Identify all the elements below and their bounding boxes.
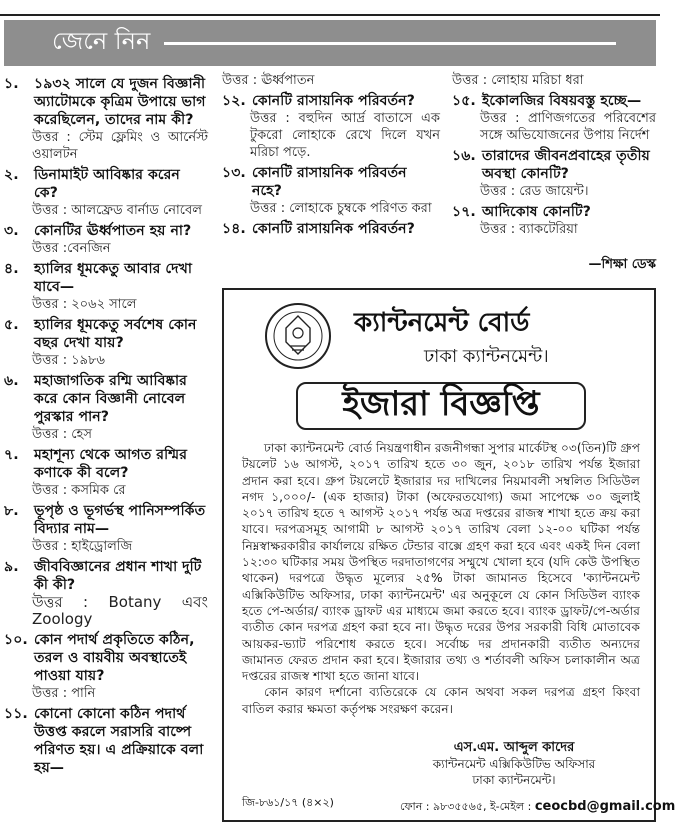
quiz-question: কোনটির ঊর্ধ্বপাতন হয় না?: [34, 223, 192, 239]
quiz-answer: উত্তর : প্রাণিজগতের পরিবেশের সঙ্গে অভিযোজনের উপায় নির্দেশ: [480, 111, 656, 143]
notice-body: [242, 440, 640, 717]
quiz-answer: উত্তর :বেনজিন: [32, 241, 111, 256]
quiz-number: ১১.: [4, 706, 28, 722]
quiz-question: কোনটি রাসায়নিক পরিবর্তন নহে?: [252, 165, 407, 199]
quiz-answer: উত্তর : রেড জায়েন্ট।: [480, 184, 589, 199]
quiz-answer: উত্তর : Botany এবং Zoology: [32, 593, 208, 628]
signer-name: এস.এম. আব্দুল কাদের: [453, 740, 575, 755]
section-title: জেনে নিন: [52, 27, 151, 55]
quiz-number: ১৫.: [452, 93, 476, 109]
quiz-number: ৯.: [4, 559, 19, 575]
quiz-answer: উত্তর : হেস: [32, 427, 92, 442]
quiz-answer: উত্তর : লোহাকে চুম্বকে পরিণত করা: [250, 201, 432, 216]
quiz-question: ভূপৃষ্ঠ ও ভূগর্ভস্থ পানিসম্পর্কিত বিদ্যার নাম—: [34, 503, 206, 537]
quiz-item: [4, 260, 208, 296]
signature-block: [384, 740, 644, 788]
quiz-question: কোনটি রাসায়নিক পরিবর্তন?: [252, 93, 415, 109]
quiz-answer: উত্তর : ১৯৮৬: [32, 353, 105, 368]
quiz-number: ৫.: [4, 317, 19, 333]
quiz-question: জীববিজ্ঞানের প্রধান শাখা দুটি কী কী?: [34, 559, 202, 593]
quiz-column-1: [4, 72, 208, 777]
quiz-answer: উত্তর : কসমিক রে: [32, 483, 126, 498]
quiz-question: তারাদের জীবনপ্রবাহের তৃতীয় অবস্থা কোনটি?: [482, 148, 650, 182]
quiz-number: ১২.: [222, 93, 246, 109]
signer-designation: ক্যান্টনমেন্ট এক্সিকিউটিভ অফিসার: [432, 757, 596, 771]
quiz-answer: উত্তর : আলফ্রেড বার্নাড নোবেল: [32, 203, 202, 218]
section-banner: [4, 20, 656, 66]
quiz-number: ২.: [4, 167, 19, 183]
quiz-answer: উত্তর : বহুদিন আর্দ্র বাতাসে এক টুকরো লোহাকে রেখে দিলে যখন মরিচা পড়ে.: [250, 111, 440, 160]
quiz-answer: উত্তর : ২০৬২ সালে: [32, 297, 137, 312]
quiz-question: কোন পদার্থ প্রকৃতিতে কঠিন, তরল ও বায়বীয় অবস্থাতেই পাওয়া যায়?: [34, 632, 195, 684]
top-border: [0, 0, 660, 16]
quiz-number: ১৩.: [222, 165, 246, 181]
notice-paragraph: কোন কারণ দর্শানো ব্যতিরেকে যে কোন অথবা সকল দরপত্র গ্রহণ কিংবা বাতিল করার ক্ষমতা কর্তৃপক্ষ সংরক্ষণ করেন।: [242, 685, 640, 716]
quiz-item: [4, 75, 208, 129]
quiz-answer: উত্তর : ব্যাকটেরিয়া: [480, 222, 578, 237]
quiz-item: [4, 166, 208, 202]
notice-place: ঢাকা ক্যান্টনমেন্ট।: [424, 346, 549, 367]
quiz-number: ১৪.: [222, 221, 246, 237]
cantonment-board-logo-icon: [264, 302, 332, 370]
quiz-item: [4, 705, 208, 777]
quiz-number: ১৬.: [452, 148, 476, 164]
quiz-answer: উত্তর : পানি: [32, 686, 96, 701]
quiz-item: [222, 92, 440, 110]
quiz-question: কোনো কোনো কঠিন পদার্থ উত্তপ্ত করলে সরাসরি বাষ্পে পরিণত হয়। এ প্রক্রিয়াকে বলা হয়—: [34, 706, 204, 776]
quiz-number: ১.: [4, 76, 19, 92]
quiz-question: হ্যালির ধূমকেতু আবার দেখা যাবে—: [34, 261, 193, 295]
quiz-number: ১০.: [4, 632, 28, 648]
quiz-item: [4, 631, 208, 685]
quiz-answer: উত্তর : ঊর্ধ্বপাতন: [222, 73, 315, 88]
notice-organization: ক্যান্টনমেন্ট বোর্ড: [354, 308, 530, 338]
quiz-question: হ্যালির ধূমকেতু সর্বশেষ কোন বছর দেখা যায়?: [34, 317, 197, 351]
quiz-item: [222, 164, 440, 200]
quiz-item: [452, 203, 656, 221]
contact-email: ceocbd@gmail.com: [534, 799, 675, 814]
quiz-question: ১৯৩২ সালে যে দুজন বিজ্ঞানী অ্যাটোমকে কৃত্রিম উপায়ে ভাগ করেছিলেন, তাদের নাম কী?: [34, 76, 206, 128]
quiz-number: ৪.: [4, 261, 19, 277]
quiz-question: মহাজাগতিক রশ্মি আবিষ্কার করে কোন বিজ্ঞানী নোবেল পুরস্কার পান?: [34, 373, 187, 425]
desk-credit: —শিক্ষা ডেস্ক: [588, 257, 656, 272]
quiz-column-2: [222, 72, 440, 238]
tender-notice: [222, 288, 675, 822]
quiz-number: ৬.: [4, 373, 19, 389]
notice-title: ইজারা বিজ্ঞপ্তি: [296, 382, 586, 430]
quiz-question: মহাশূন্য থেকে আগত রশ্মির কণাকে কী বলে?: [34, 447, 188, 481]
quiz-item: [4, 558, 208, 594]
notice-reference: জি-৮৬১/১৭ (৪×২): [242, 796, 334, 809]
quiz-item: [452, 92, 656, 110]
signer-place: ঢাকা ক্যান্টনমেন্ট।: [472, 773, 556, 787]
quiz-item: [4, 446, 208, 482]
quiz-question: কোনটি রাসায়নিক পরিবর্তন?: [252, 221, 415, 237]
quiz-item: [4, 372, 208, 426]
quiz-answer: উত্তর : লোহায় মরিচা ধরা: [452, 73, 584, 88]
quiz-item: [4, 222, 208, 240]
quiz-answer: উত্তর : হাইড্রোলজি: [32, 539, 133, 554]
quiz-answer: উত্তর : স্টেম ফ্লেমিং ও আর্নেস্ট ওয়ালটন: [32, 130, 208, 162]
banner-rule: [164, 42, 616, 45]
quiz-number: ৩.: [4, 223, 19, 239]
quiz-item: [4, 502, 208, 538]
quiz-question: ইকোলজির বিষয়বস্তু হচ্ছে—: [482, 93, 642, 109]
quiz-number: ৮.: [4, 503, 19, 519]
contact-line: [400, 798, 675, 817]
quiz-number: ৭.: [4, 447, 19, 463]
quiz-question: আদিকোষ কোনটি?: [482, 204, 591, 220]
quiz-question: ডিনামাইট আবিষ্কার করেন কে?: [34, 167, 180, 201]
quiz-column-3: [452, 72, 656, 273]
notice-paragraph: ঢাকা ক্যান্টনমেন্ট বোর্ড নিয়ন্ত্রণাধীন রজনীগন্ধা সুপার মার্কেটস্থ ০৩(তিন)টি গ্রুপ টয়লেট ১৬ আগস্ট, ২০১৭ তারিখ হতে ৩০ জুন, ২০১৮ তারিখ পর্যন্ত ইজারা প্রদান করা হবে। গ্রুপ টয়লেটে ইজারার দর দাখিলের নিয়মাবলী সম্বলিত সিডিউল নগদ ১,০০০/- (এক হাজার) টাকা (অফেরতযোগ্য) জমা সাপেক্ষে ৩০ জুলাই ২০১৭ তারিখ হতে ৭ আগস্ট ২০১৭ পর্যন্ত অত্র দপ্তরের রাজস্ব শাখা হতে ক্রয় করা যাবে। দরপত্রসমূহ আগামী ৮ আগস্ট ২০১৭ তারিখ বেলা ১২-০০ ঘটিকা পর্যন্ত নিম্নস্বাক্ষরকারীর কার্যালয়ে রক্ষিত টেন্ডার বাক্সে গ্রহণ করা হবে এবং একই দিন বেলা ১২:৩০ ঘটিকার সময় উপস্থিত দরদাতাগণের সম্মুখে খোলা হবে (যদি কেউ উপস্থিত থাকেন) দরপত্রে উদ্ধৃত মূল্যের ২৫% টাকা জামানত হিসেবে 'ক্যান্টনমেন্ট এক্সিকিউটিভ অফিসার, ঢাকা ক্যান্টনমেন্ট' এর অনুকূলে যে কোন সিডিউল ব্যাংক হতে পে-অর্ডার/ ব্যাংক ড্রাফট এর মাধ্যমে জমা করতে হবে। ব্যাংক ড্রাফট/পে-অর্ডার ব্যতীত কোন দরপত্র গ্রহণ করা হবে না। উদ্ধৃত দরের উপর সরকারী বিধি মোতাবেক আয়কর-ভ্যাট পরিশোধ করতে হবে। সর্বোচ্চ দর প্রদানকারী ব্যতীত অন্যদের জামানত ফেরত প্রদান করা হবে। ইজারার তথ্য ও শর্তাবলী অফিস চলাকালীন অত্র দপ্তরের রাজস্ব শাখা হতে জানা যাবে।: [242, 441, 641, 684]
quiz-item: [4, 316, 208, 352]
quiz-number: ১৭.: [452, 204, 476, 220]
quiz-item: [222, 220, 440, 238]
quiz-item: [452, 147, 656, 183]
contact-phone: ফোন : ৯৮৩৫৫৬৫, ই-মেইল :: [400, 800, 532, 813]
